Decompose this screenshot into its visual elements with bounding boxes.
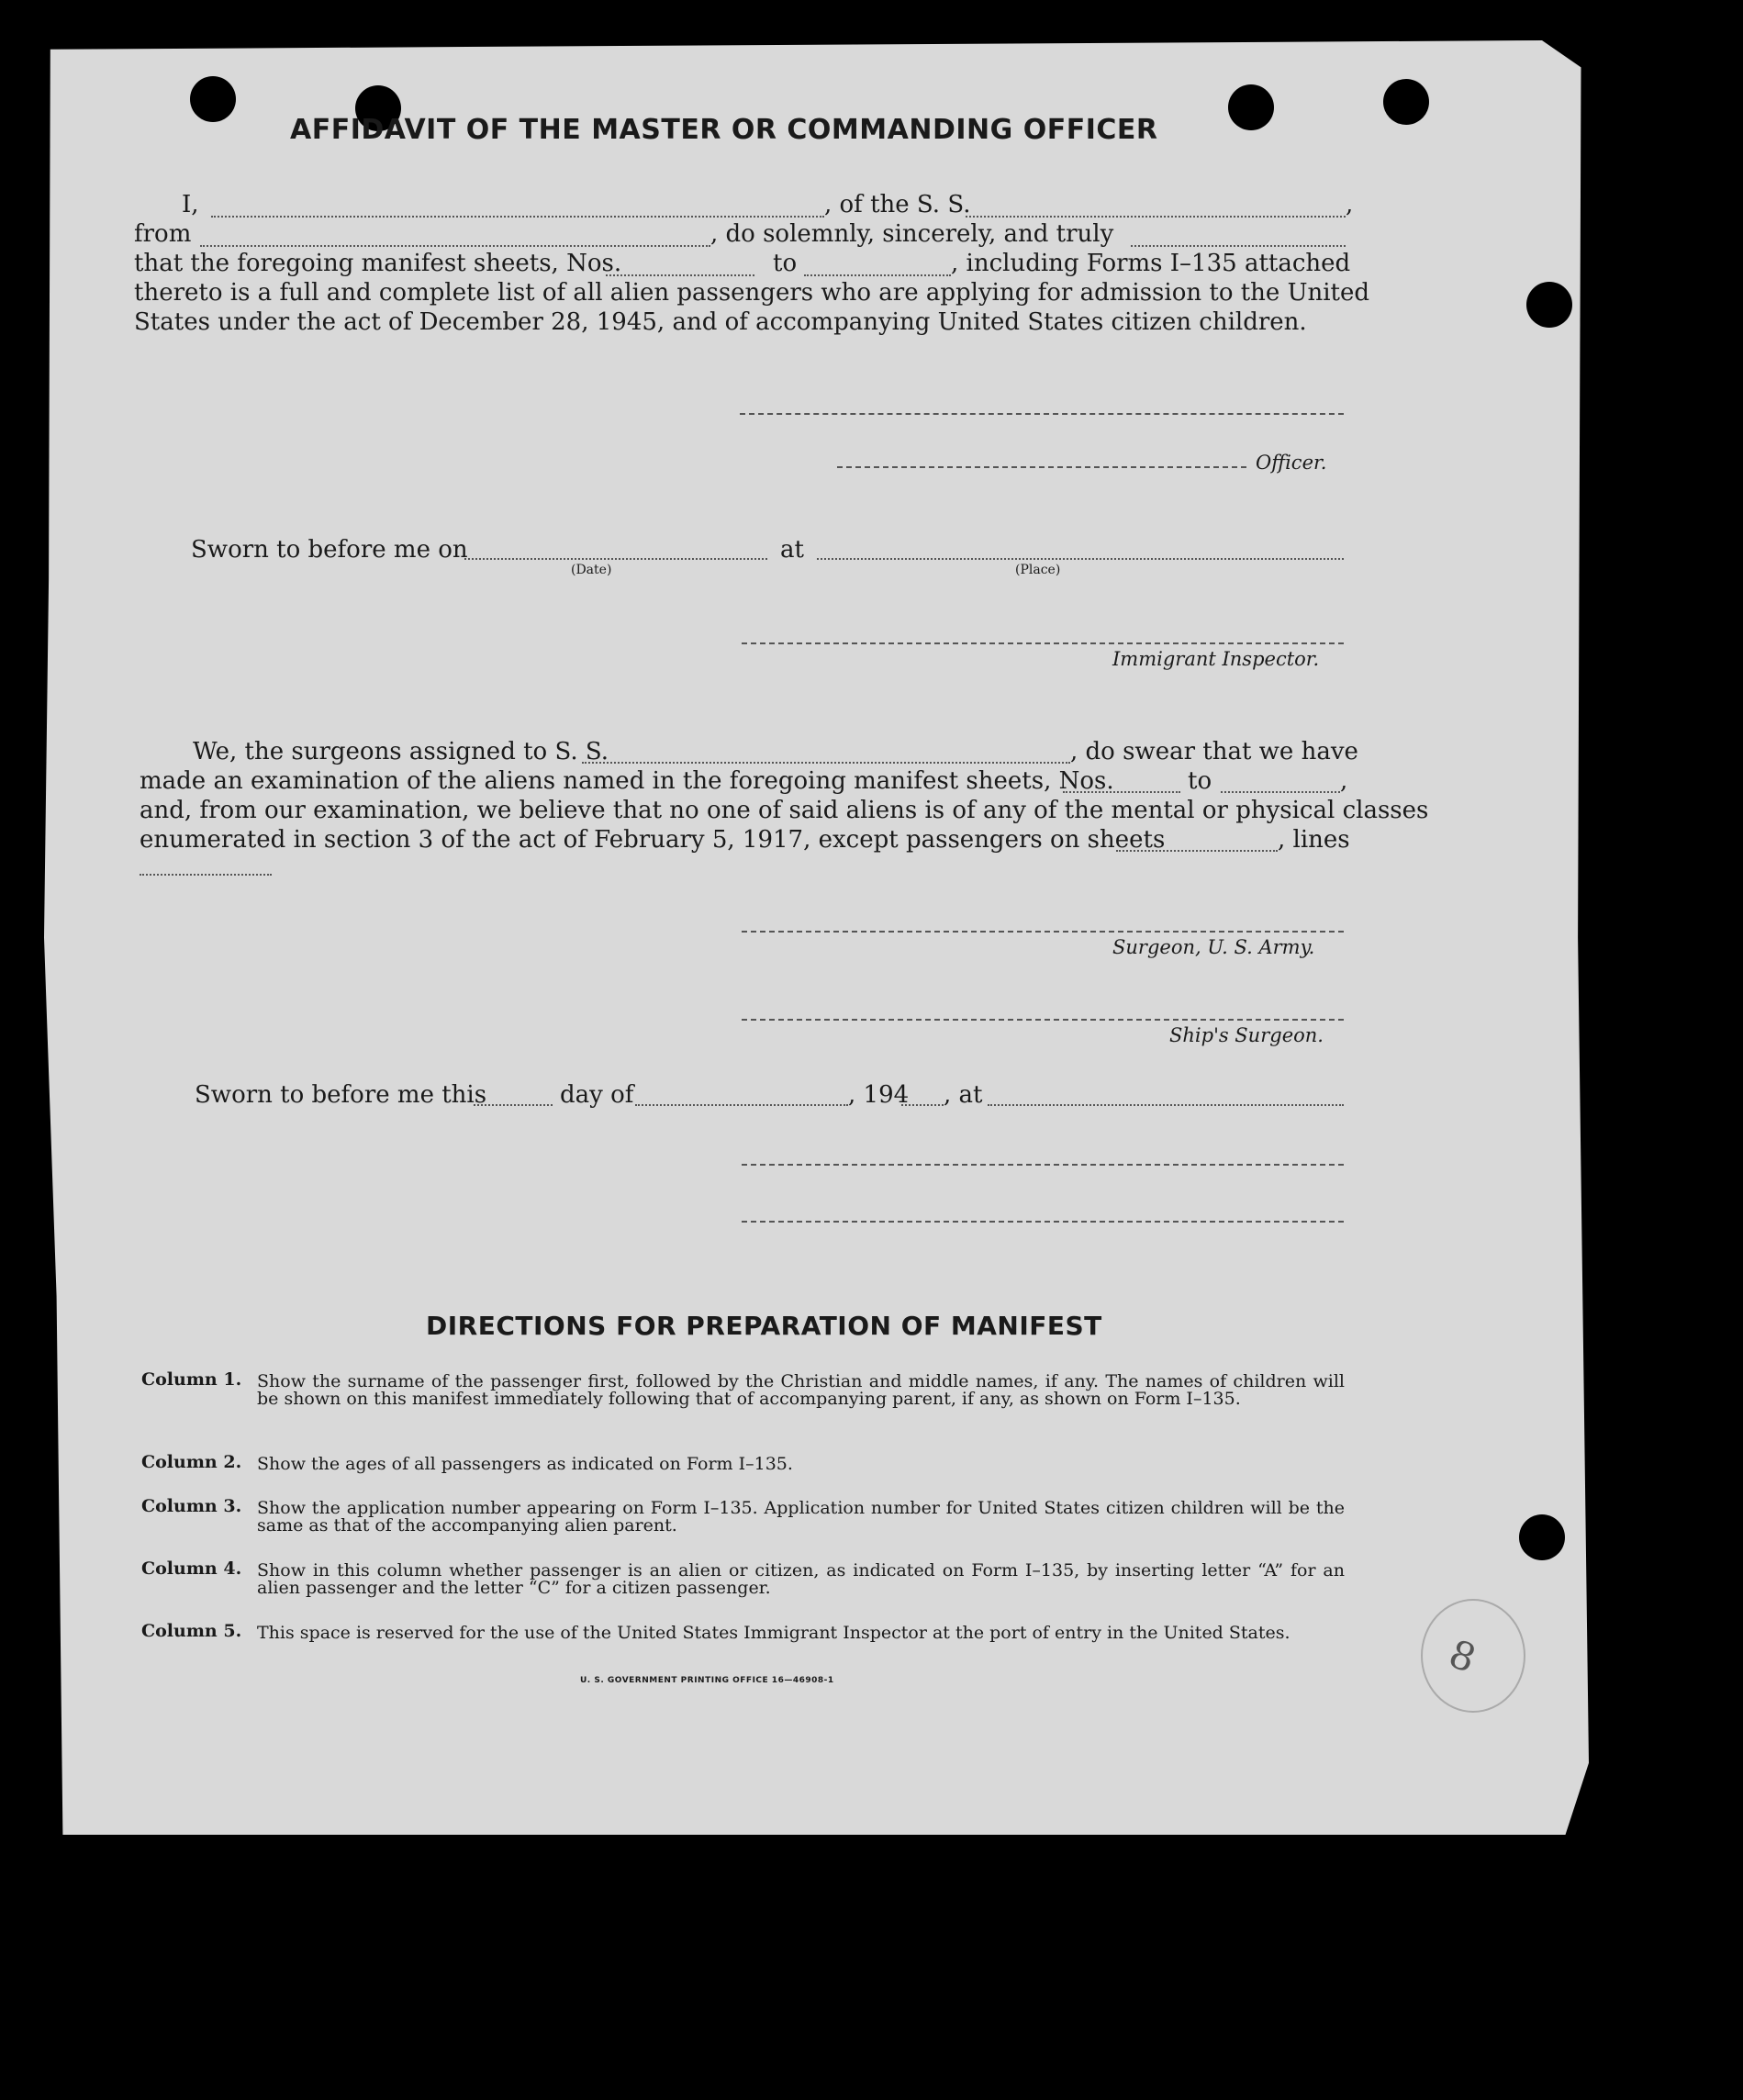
surgeon-ship-blank[interactable]: [582, 762, 1070, 764]
from-blank-end[interactable]: [1131, 245, 1346, 247]
column-5-label: Column 5.: [141, 1621, 242, 1641]
affidavit-text: , of the S. S.: [824, 191, 971, 218]
place-blank[interactable]: [817, 558, 1344, 560]
surgeons-text: , lines: [1278, 826, 1350, 854]
printer-imprint: U. S. GOVERNMENT PRINTING OFFICE 16—46908-1: [580, 1676, 834, 1685]
name-blank[interactable]: [211, 216, 824, 218]
sheet-from-blank[interactable]: [606, 274, 754, 276]
place-caption: (Place): [1015, 563, 1061, 577]
affidavit-text: ,: [1346, 191, 1354, 218]
sworn-text: at: [780, 536, 804, 564]
column-4-label: Column 4.: [141, 1558, 242, 1579]
affidavit-text: States under the act of December 28, 1945, and of accompanying United States citizen children.: [134, 308, 1307, 336]
affidavit-title: AFFIDAVIT OF THE MASTER OR COMMANDING OFFICER: [290, 114, 1158, 146]
date-blank[interactable]: [464, 558, 767, 560]
surgeons-text: to: [1188, 767, 1212, 795]
sworn-text: , 194: [848, 1081, 910, 1109]
page-number-mark: 8: [1443, 1630, 1482, 1682]
surgeons-text: We, the surgeons assigned to S. S.: [193, 738, 609, 765]
column-3-label: Column 3.: [141, 1496, 242, 1516]
directions-title: DIRECTIONS FOR PREPARATION OF MANIFEST: [426, 1311, 1102, 1341]
army-surgeon-label: Surgeon, U. S. Army.: [1112, 936, 1315, 958]
inspector-signature-line[interactable]: [742, 642, 1344, 644]
column-1-text: Show the surname of the passenger first, followed by the Christian and middle names, if any. The names of children will be shown on this manifest immediately following that of accompanying parent, if any, as shown on Form I–135.: [257, 1371, 1345, 1409]
surgeons-text: , do swear that we have: [1070, 738, 1358, 765]
affidavit-text: to: [773, 250, 798, 277]
column-3-text: Show the application number appearing on Form I–135. Application number for United States citizen children will be the same as that of the accompanying alien parent.: [257, 1498, 1345, 1536]
sworn-text: Sworn to before me on: [191, 536, 468, 564]
year-blank[interactable]: [901, 1104, 944, 1106]
punch-hole: [1228, 84, 1274, 130]
officer-title-line[interactable]: [837, 466, 1246, 468]
punch-hole: [1383, 79, 1429, 125]
sworn-text: , at: [944, 1081, 983, 1109]
ship-name-blank[interactable]: [966, 216, 1346, 218]
surgeons-text: ,: [1340, 767, 1348, 795]
affidavit-text: thereto is a full and complete list of all alien passengers who are applying for admission to the United: [134, 279, 1370, 307]
lines-blank[interactable]: [140, 874, 272, 876]
sworn-text: day of: [560, 1081, 634, 1109]
affidavit-text: , including Forms I–135 attached: [951, 250, 1351, 277]
affidavit-text: that the foregoing manifest sheets, Nos.: [134, 250, 622, 277]
inspector-label: Immigrant Inspector.: [1112, 648, 1320, 670]
officer-label: Officer.: [1256, 452, 1327, 474]
affidavit-text: from: [134, 220, 192, 248]
surgeon-sheet-from-blank[interactable]: [1063, 791, 1180, 793]
army-surgeon-line[interactable]: [742, 931, 1344, 933]
punch-hole: [190, 76, 236, 122]
sworn-title-line[interactable]: [742, 1221, 1344, 1223]
column-4-text: Show in this column whether passenger is an alien or citizen, as indicated on Form I–135, by inserting letter “A” for an alien passenger and the letter “C” for a citizen passenger.: [257, 1560, 1345, 1598]
sworn-text: Sworn to before me this: [195, 1081, 487, 1109]
sworn-signature-line[interactable]: [742, 1164, 1344, 1166]
punch-hole: [1519, 1514, 1565, 1560]
from-port-blank[interactable]: [200, 245, 710, 247]
surgeon-sheet-to-blank[interactable]: [1221, 791, 1340, 793]
except-sheets-blank[interactable]: [1116, 850, 1278, 852]
affidavit-text: I,: [182, 191, 199, 218]
sheet-to-blank[interactable]: [804, 274, 951, 276]
surgeons-text: made an examination of the aliens named in the foregoing manifest sheets, Nos.: [140, 767, 1114, 795]
ship-surgeon-line[interactable]: [742, 1019, 1344, 1021]
month-blank[interactable]: [635, 1104, 848, 1106]
column-1-label: Column 1.: [141, 1369, 242, 1390]
ship-surgeon-label: Ship's Surgeon.: [1169, 1024, 1324, 1046]
day-blank[interactable]: [474, 1104, 553, 1106]
sworn-place-blank[interactable]: [988, 1104, 1344, 1106]
column-5-text: This space is reserved for the use of the United States Immigrant Inspector at the port of entry in the United States.: [257, 1623, 1290, 1643]
surgeons-text: and, from our examination, we believe that no one of said aliens is of any of the mental or physical classes: [140, 797, 1429, 824]
column-2-text: Show the ages of all passengers as indicated on Form I–135.: [257, 1454, 793, 1474]
column-2-label: Column 2.: [141, 1452, 242, 1472]
officer-signature-line[interactable]: [740, 413, 1344, 415]
affidavit-text: , do solemnly, sincerely, and truly: [710, 220, 1114, 248]
date-caption: (Date): [571, 563, 612, 577]
surgeons-text: enumerated in section 3 of the act of February 5, 1917, except passengers on sheets: [140, 826, 1166, 854]
punch-hole: [1526, 282, 1572, 328]
